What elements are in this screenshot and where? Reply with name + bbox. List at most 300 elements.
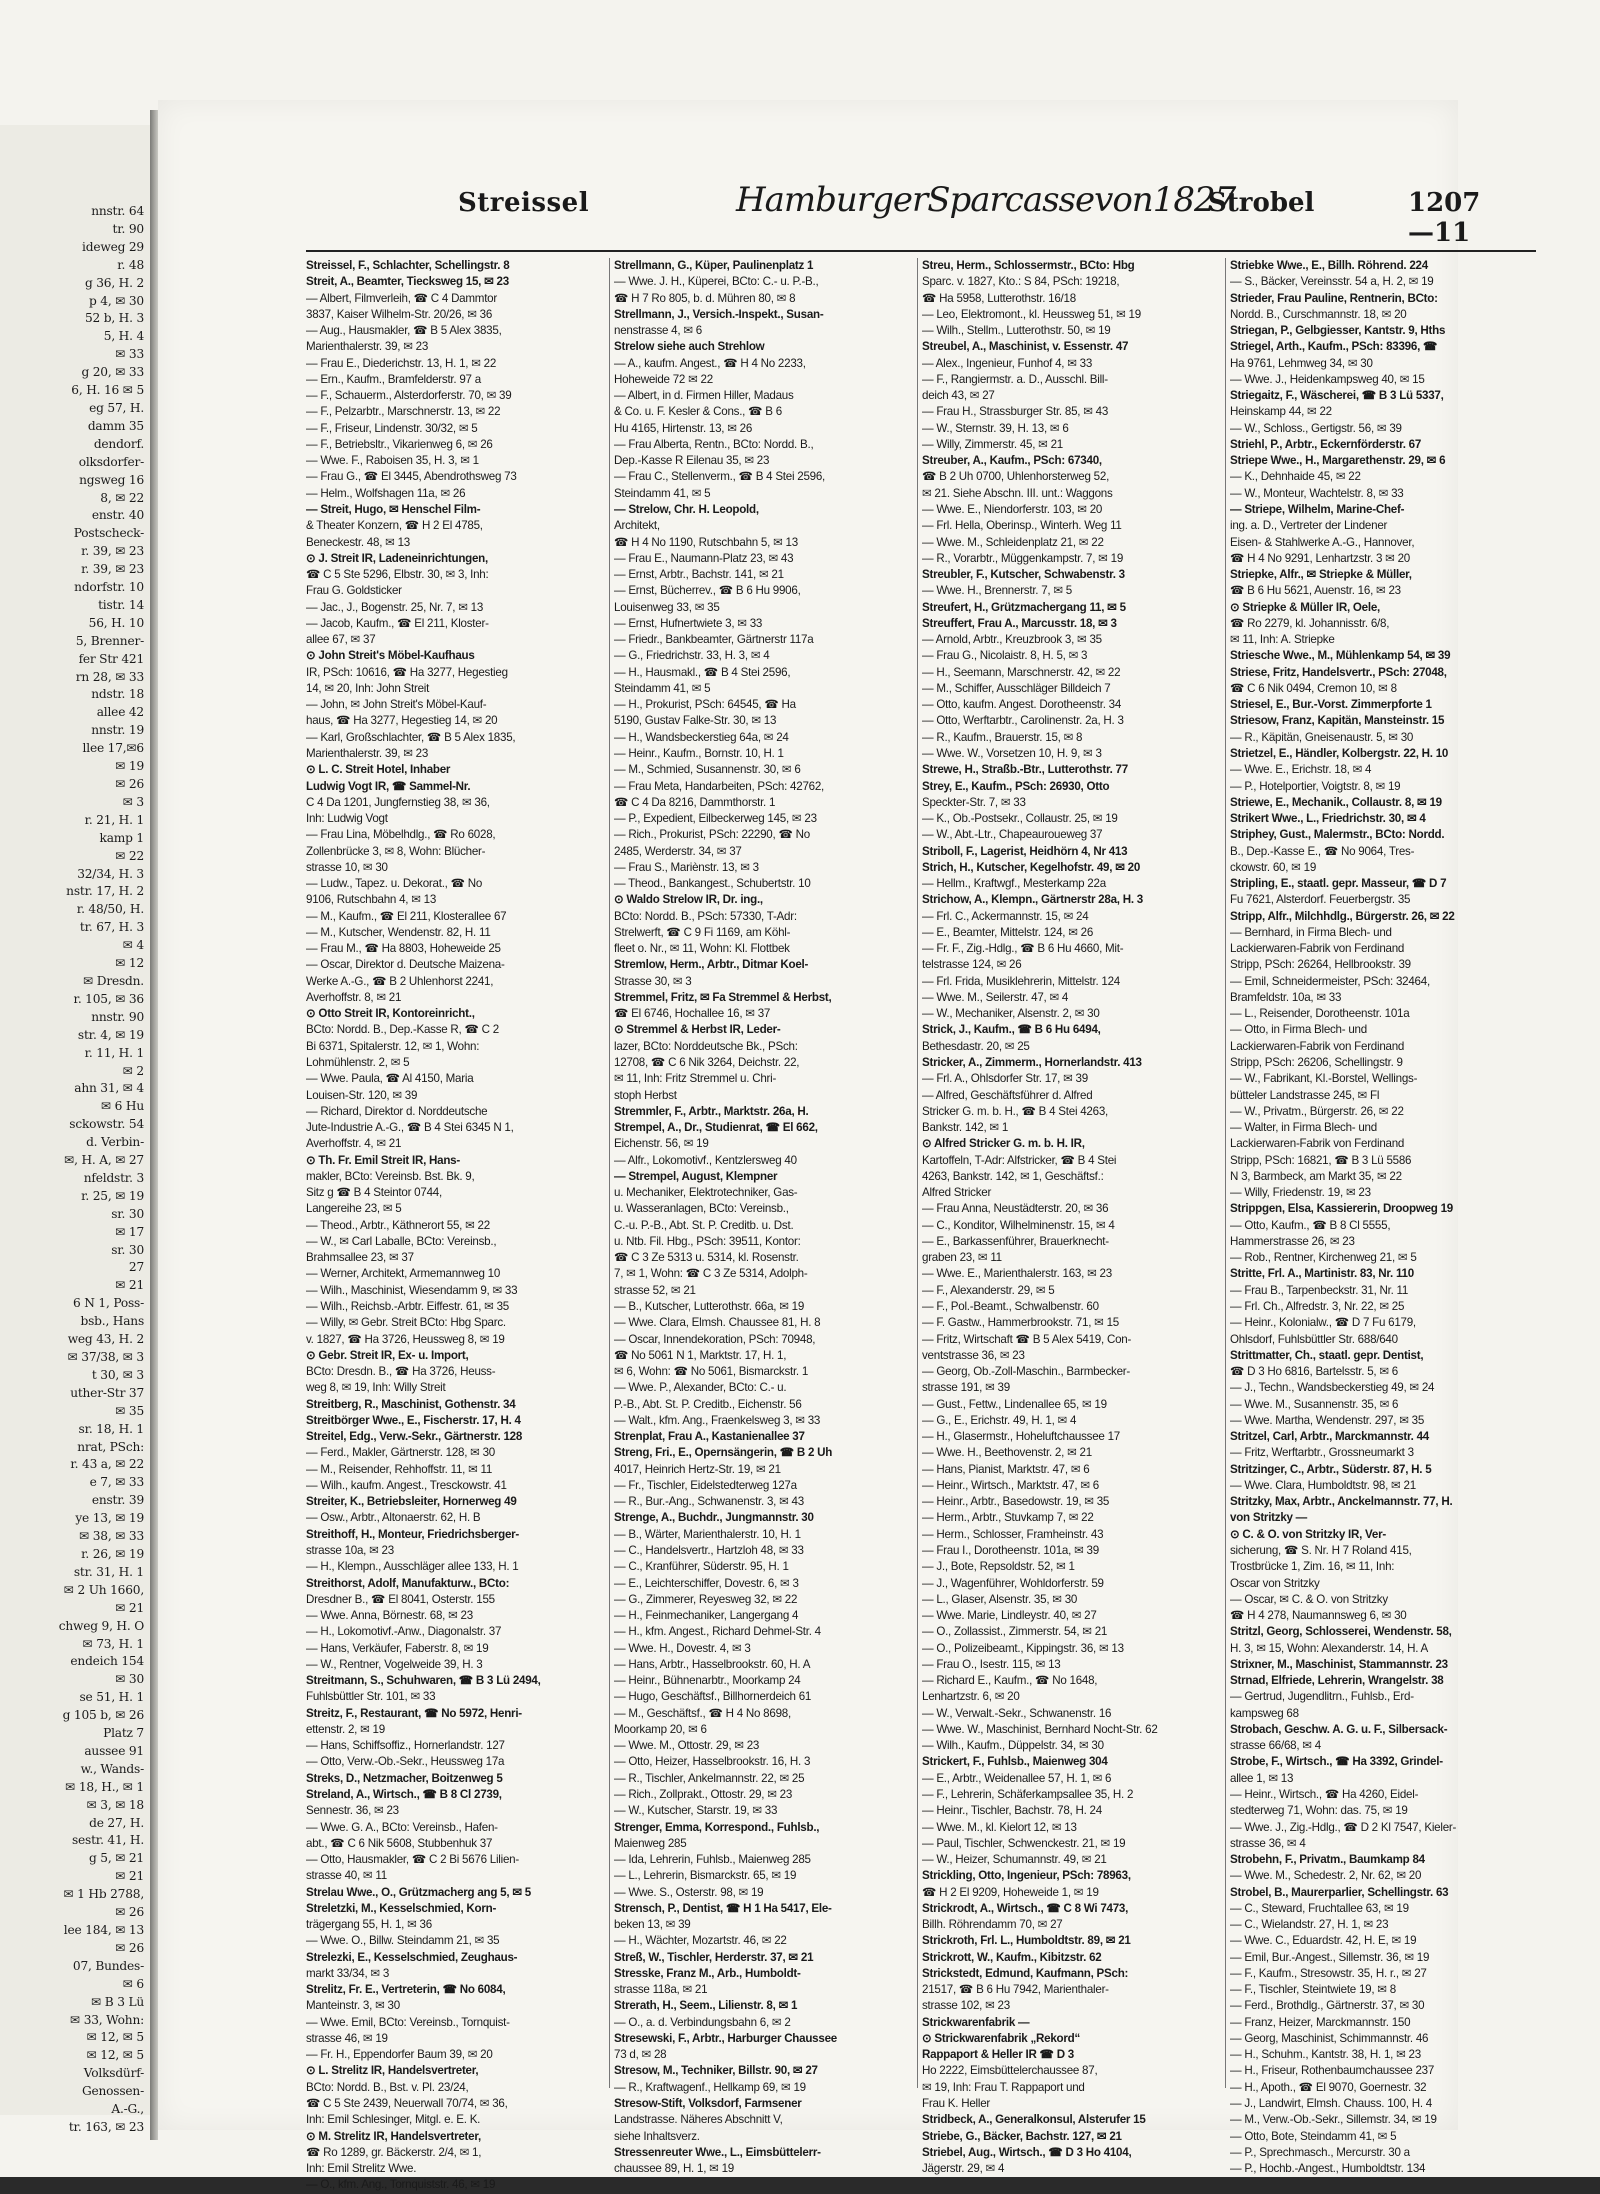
facing-page-fragment: g 20, ✉ 33 bbox=[81, 365, 144, 380]
facing-page-fragment: ngsweg 16 bbox=[79, 472, 144, 487]
directory-entry: Strobach, Geschw. A. G. u. F., Silbersack- bbox=[1230, 1722, 1448, 1736]
directory-entry: — J., Techn., Wandsbeckerstieg 49, ✉ 24 bbox=[1230, 1381, 1435, 1395]
directory-entry: strasse 52, ✉ 21 bbox=[614, 1283, 696, 1297]
directory-entry: — Heinr., Arbtr., Basedowstr. 19, ✉ 35 bbox=[922, 1495, 1110, 1509]
directory-entry: — Frau M., ☎ Ha 8803, Hoheweide 25 bbox=[306, 942, 501, 956]
directory-entry: Streit, A., Beamter, Tiecksweg 15, ✉ 23 bbox=[306, 275, 509, 289]
directory-entry: — Frau O., Isestr. 115, ✉ 13 bbox=[922, 1657, 1061, 1671]
directory-entry: — H., Lokomotivf.-Anw., Diagonalstr. 37 bbox=[306, 1625, 502, 1639]
directory-entry: — Frl. C., Ackermannstr. 15, ✉ 24 bbox=[922, 909, 1089, 923]
facing-page-fragment: ✉ 33, Wohn: bbox=[70, 2012, 144, 2027]
directory-entry: — Heinr., Tischler, Bachstr. 78, H. 24 bbox=[922, 1804, 1102, 1818]
facing-page-fragment: ✉ 18, H., ✉ 1 bbox=[65, 1779, 144, 1794]
directory-entry: — Striepe, Wilhelm, Marine-Chef- bbox=[1230, 502, 1405, 516]
directory-entry: — Wwe. W., Maschinist, Bernhard Nocht-Str. 62 bbox=[922, 1722, 1158, 1736]
directory-entry: — E., Barkassenführer, Brauerknecht- bbox=[922, 1234, 1109, 1248]
directory-entry: Strempel, A., Dr., Studienrat, ☎ El 662, bbox=[614, 1121, 818, 1135]
directory-entry: — Frau Lina, Möbelhdlg., ☎ Ro 6028, bbox=[306, 828, 496, 842]
directory-entry: Strasse 30, ✉ 3 bbox=[614, 974, 692, 988]
directory-entry: u. Mechaniker, Elektrotechniker, Gas- bbox=[614, 1186, 798, 1200]
directory-entry: — Frl. Hella, Oberinsp., Winterh. Weg 11 bbox=[922, 519, 1122, 533]
directory-entry: — Gertrud, Jugendlitrn., Fuhlsb., Erd- bbox=[1230, 1690, 1414, 1704]
directory-entry: — Ludw., Tapez. u. Dekorat., ☎ No bbox=[306, 877, 483, 891]
column-divider bbox=[609, 258, 610, 2088]
directory-entry: — Willy, Friedenstr. 19, ✉ 23 bbox=[1230, 1186, 1371, 1200]
directory-entry: — F., Friseur, Lindenstr. 30/32, ✉ 5 bbox=[306, 421, 478, 435]
directory-entry: v. 1827, ☎ Ha 3726, Heussweg 8, ✉ 19 bbox=[306, 1332, 505, 1346]
directory-entry: — Rich., Prokurist, PSch: 22290, ☎ No bbox=[614, 828, 810, 842]
directory-entry: Strensch, P., Dentist, ☎ H 1 Ha 5417, Ele- bbox=[614, 1901, 832, 1915]
directory-entry: & Co. u. F. Kesler & Cons., ☎ B 6 bbox=[614, 405, 782, 419]
directory-entry: — M., Verw.-Ob.-Sekr., Sillemstr. 34, ✉ 19 bbox=[1230, 2113, 1437, 2127]
directory-entry: — H., Hausmakl., ☎ B 4 Stei 2596, bbox=[614, 665, 791, 679]
facing-page-fragment: de 27, H. bbox=[89, 1815, 144, 1830]
directory-entry: Striesow, Franz, Kapitän, Mansteinstr. 15 bbox=[1230, 714, 1445, 728]
facing-page-fragment: enstr. 40 bbox=[91, 508, 144, 523]
directory-entry: Inh: Emil Strelitz Wwe. bbox=[306, 2162, 417, 2176]
directory-entry: — H., Seemann, Marschnerstr. 42, ✉ 22 bbox=[922, 665, 1121, 679]
directory-entry: — P., Expedient, Eilbeckerweg 145, ✉ 23 bbox=[614, 812, 817, 826]
directory-entry: Bi 6371, Spitalerstr. 12, ✉ 1, Wohn: bbox=[306, 1039, 480, 1053]
directory-entry: — W., Kutscher, Starstr. 19, ✉ 33 bbox=[614, 1804, 778, 1818]
directory-entry: — Wwe. J., Heidenkampsweg 40, ✉ 15 bbox=[1230, 372, 1425, 386]
directory-entry: strasse 46, ✉ 19 bbox=[306, 2031, 388, 2045]
directory-column-3 bbox=[922, 258, 1220, 2177]
directory-entry: — W., Fabrikant, Kl.-Borstel, Wellings- bbox=[1230, 1072, 1418, 1086]
directory-entry: — O., Zollassist., Zimmerstr. 54, ✉ 21 bbox=[922, 1625, 1108, 1639]
directory-entry: Eisen- & Stahlwerke A.-G., Hannover, bbox=[1230, 535, 1415, 549]
directory-entry: — John, ✉ John Streit's Möbel-Kauf- bbox=[306, 698, 487, 712]
directory-entry: — H., Prokurist, PSch: 64545, ☎ Ha bbox=[614, 698, 796, 712]
facing-page-fragment: 56, H. 10 bbox=[88, 615, 144, 630]
directory-entry: — W., Schloss., Gertigstr. 56, ✉ 39 bbox=[1230, 421, 1402, 435]
facing-page-fragment: ideweg 29 bbox=[82, 239, 144, 254]
directory-entry: — K., Dehnhaide 45, ✉ 22 bbox=[1230, 470, 1361, 484]
facing-page-fragment: se 51, H. 1 bbox=[79, 1690, 144, 1705]
directory-entry: Streitbörger Wwe., E., Fischerstr. 17, H. 4 bbox=[306, 1413, 521, 1427]
facing-page-fragment: endeich 154 bbox=[70, 1654, 144, 1669]
directory-entry: telstrasse 124, ✉ 26 bbox=[922, 958, 1022, 972]
directory-entry: — Gust., Fettw., Lindenallee 65, ✉ 19 bbox=[922, 1397, 1107, 1411]
directory-entry: — W., Rentner, Vogelweide 39, H. 3 bbox=[306, 1657, 483, 1671]
facing-page-fragment: ✉ 21 bbox=[115, 1600, 144, 1615]
directory-entry: — M., Kaufm., ☎ El 211, Klosterallee 67 bbox=[306, 909, 507, 923]
directory-entry: ☎ B 2 Uh 0700, Uhlenhorsterweg 52, bbox=[922, 470, 1110, 484]
directory-entry: — Aug., Hausmakler, ☎ B 5 Alex 3835, bbox=[306, 324, 502, 338]
directory-entry: Strenplat, Frau A., Kastanienallee 37 bbox=[614, 1430, 805, 1444]
directory-entry: Streß, W., Tischler, Herderstr. 37, ✉ 21 bbox=[614, 1950, 814, 1964]
facing-page-fragment: ✉ 26 bbox=[115, 1940, 144, 1955]
directory-entry: — R., Käpitän, Gneisenaustr. 5, ✉ 30 bbox=[1230, 730, 1414, 744]
directory-entry: ⊙ C. & O. von Stritzky IR, Ver- bbox=[1230, 1527, 1386, 1541]
directory-entry: — Wwe. Clara, Elmsh. Chaussee 81, H. 8 bbox=[614, 1316, 821, 1330]
directory-entry: — W., Privatm., Bürgerstr. 26, ✉ 22 bbox=[1230, 1104, 1404, 1118]
facing-page-fragment: llee 17,✉6 bbox=[82, 741, 144, 756]
directory-entry: — Wwe. C., Eduardstr. 42, H. E, ✉ 19 bbox=[1230, 1934, 1417, 1948]
directory-entry: — Bernhard, in Firma Blech- und bbox=[1230, 925, 1392, 939]
directory-entry: — M., Kutscher, Wendenstr. 82, H. 11 bbox=[306, 925, 491, 939]
directory-entry: 5190, Gustav Falke-Str. 30, ✉ 13 bbox=[614, 714, 777, 728]
facing-page-fragment: eg 57, H. bbox=[89, 400, 144, 415]
facing-page-fragment: ✉ 6 bbox=[122, 1976, 144, 1991]
directory-entry: — Walter, in Firma Blech- und bbox=[1230, 1121, 1377, 1135]
directory-entry: Ho 2222, Eimsbüttelerchaussee 87, bbox=[922, 2064, 1098, 2078]
directory-entry: Louisen-Str. 120, ✉ 39 bbox=[306, 1088, 418, 1102]
directory-entry: — Theod., Arbtr., Käthnerort 55, ✉ 22 bbox=[306, 1218, 490, 1232]
facing-page-fragment: ✉ 73, H. 1 bbox=[82, 1636, 144, 1651]
directory-entry: Striewe, E., Mechanik., Collaustr. 8, ✉ 19 bbox=[1230, 795, 1442, 809]
directory-entry: — Wwe. M., Schleidenplatz 21, ✉ 22 bbox=[922, 535, 1104, 549]
directory-entry: — F., Tischler, Steintwiete 19, ✉ 8 bbox=[1230, 1983, 1396, 1997]
facing-page-fragment: ✉ 12 bbox=[115, 956, 144, 971]
directory-entry: Frau K. Heller bbox=[922, 2097, 991, 2111]
directory-entry: — Wwe. M., Ottostr. 29, ✉ 23 bbox=[614, 1739, 760, 1753]
directory-entry: — J., Bote, Repsoldstr. 52, ✉ 1 bbox=[922, 1560, 1075, 1574]
directory-entry: — P., Sprechmasch., Mercurstr. 30 a bbox=[1230, 2145, 1410, 2159]
directory-entry: — F., Lehrerin, Schäferkampsallee 35, H. 2 bbox=[922, 1787, 1134, 1801]
directory-entry: — Strelow, Chr. H. Leopold, bbox=[614, 502, 759, 516]
directory-entry: — Ferd., Makler, Gärtnerstr. 128, ✉ 30 bbox=[306, 1446, 496, 1460]
directory-entry: — Fritz, Werftarbtr., Grossneumarkt 3 bbox=[1230, 1446, 1414, 1460]
facing-page-fragment: ✉ 38, ✉ 33 bbox=[79, 1529, 144, 1544]
directory-entry: — Hans, Verkäufer, Faberstr. 8, ✉ 19 bbox=[306, 1641, 489, 1655]
directory-entry: ☎ H 4 278, Naumannsweg 6, ✉ 30 bbox=[1230, 1609, 1407, 1623]
directory-entry: — Frau S., Mariènstr. 13, ✉ 3 bbox=[614, 860, 759, 874]
directory-entry: Moorkamp 20, ✉ 6 bbox=[614, 1722, 707, 1736]
facing-page-fragment: ✉ 21 bbox=[115, 1278, 144, 1293]
directory-entry: strasse 36, ✉ 4 bbox=[1230, 1836, 1306, 1850]
directory-entry: — Willy, ✉ Gebr. Streit BCto: Hbg Sparc. bbox=[306, 1316, 506, 1330]
directory-entry: — Jac., J., Bogenstr. 25, Nr. 7, ✉ 13 bbox=[306, 600, 484, 614]
facing-page-fragment: ✉ 21 bbox=[115, 1869, 144, 1884]
directory-entry: ☎ H 7 Ro 805, b. d. Mühren 80, ✉ 8 bbox=[614, 291, 796, 305]
directory-entry: — Strempel, August, Klempner bbox=[614, 1169, 778, 1183]
directory-entry: Streitberg, R., Maschinist, Gothenstr. 34 bbox=[306, 1397, 516, 1411]
directory-entry: Stripp, PSch: 26264, Hellbrookstr. 39 bbox=[1230, 958, 1411, 972]
directory-entry: ✉ 21. Siehe Abschn. III. unt.: Waggons bbox=[922, 486, 1113, 500]
directory-entry: — Wwe. H., Dovestr. 4, ✉ 3 bbox=[614, 1641, 751, 1655]
facing-page-fragment: ✉ 2 Uh 1660, bbox=[63, 1582, 144, 1597]
directory-entry: — Wwe. Paula, ☎ Al 4150, Maria bbox=[306, 1072, 474, 1086]
directory-entry: — C., Konditor, Wilhelminenstr. 15, ✉ 4 bbox=[922, 1218, 1115, 1232]
directory-entry: — Hugo, Geschäftsf., Billhornerdeich 61 bbox=[614, 1690, 812, 1704]
directory-entry: IR, PSch: 10616, ☎ Ha 3277, Hegestieg bbox=[306, 665, 508, 679]
directory-entry: Strickling, Otto, Ingenieur, PSch: 78963, bbox=[922, 1869, 1131, 1883]
directory-entry: — Albert, in d. Firmen Hiller, Madaus bbox=[614, 389, 794, 403]
directory-entry: Strnad, Elfriede, Lehrerin, Wrangelstr. 38 bbox=[1230, 1674, 1444, 1688]
directory-entry: sicherung, ☎ S. Nr. H 7 Roland 415, bbox=[1230, 1543, 1412, 1557]
directory-entry: — H., Friseur, Rothenbaumchaussee 237 bbox=[1230, 2064, 1435, 2078]
directory-entry: Sitz g ☎ B 4 Steintor 0744, bbox=[306, 1186, 442, 1200]
facing-page-fragment: r. 105, ✉ 36 bbox=[73, 991, 144, 1006]
directory-entry: 21517, ☎ B 6 Hu 7942, Marienthaler- bbox=[922, 1983, 1109, 1997]
directory-entry: ☎ Ro 1289, gr. Bäckerstr. 2/4, ✉ 1, bbox=[306, 2145, 482, 2159]
directory-entry: Stresske, Franz M., Arb., Humboldt- bbox=[614, 1966, 801, 1980]
directory-entry: Alfred Stricker bbox=[922, 1186, 992, 1200]
facing-page-fragment: ✉ 33 bbox=[115, 347, 144, 362]
facing-page-fragment: ✉ 1 Hb 2788, bbox=[63, 1887, 144, 1902]
directory-entry: — H., Wächter, Mozartstr. 46, ✉ 22 bbox=[614, 1934, 787, 1948]
directory-entry: ☎ C 5 Ste 2439, Neuerwall 70/74, ✉ 36, bbox=[306, 2097, 508, 2111]
directory-column-1 bbox=[306, 258, 604, 2194]
directory-entry: Strey, E., Kaufm., PSch: 26930, Otto bbox=[922, 779, 1110, 793]
directory-entry: ☎ H 4 No 9291, Lenhartzstr. 3 ✉ 20 bbox=[1230, 551, 1410, 565]
facing-page-fragment: weg 43, H. 2 bbox=[67, 1332, 144, 1347]
facing-page-fragment: ✉ 35 bbox=[115, 1403, 144, 1418]
directory-entry: strasse 118a, ✉ 21 bbox=[614, 1983, 708, 1997]
directory-entry: Streitel, Edg., Verw.-Sekr., Gärtnerstr. 128 bbox=[306, 1430, 523, 1444]
directory-entry: Strick, J., Kaufm., ☎ B 6 Hu 6494, bbox=[922, 1023, 1101, 1037]
directory-entry: Hu 4165, Hirtenstr. 13, ✉ 26 bbox=[614, 421, 753, 435]
directory-entry: — Frau G., Nicolaistr. 8, H. 5, ✉ 3 bbox=[922, 649, 1088, 663]
directory-entry: Striphey, Gust., Malermstr., BCto: Nordd. bbox=[1230, 828, 1445, 842]
directory-entry: — C., Kranführer, Süderstr. 95, H. 1 bbox=[614, 1560, 789, 1574]
directory-entry: ☎ No 5061 N 1, Marktstr. 17, H. 1, bbox=[614, 1348, 787, 1362]
directory-entry: ☎ Ha 5958, Lutterothstr. 16/18 bbox=[922, 291, 1076, 305]
directory-entry: — Oscar, Direktor d. Deutsche Maizena- bbox=[306, 958, 505, 972]
directory-entry: — Hellm., Kraftwgf., Mesterkamp 22a bbox=[922, 877, 1106, 891]
directory-entry: Zollenbrücke 3, ✉ 8, Wohn: Blücher- bbox=[306, 844, 486, 858]
directory-entry: — Wwe. J. H., Küperei, BCto: C.- u. P.-B., bbox=[614, 275, 819, 289]
directory-entry: Stremmel, Fritz, ✉ Fa Stremmel & Herbst, bbox=[614, 990, 832, 1004]
directory-entry: Striese, Fritz, Handelsvertr., PSch: 27048, bbox=[1230, 665, 1447, 679]
directory-entry: Striesche Wwe., M., Mühlenkamp 54, ✉ 39 bbox=[1230, 649, 1451, 663]
directory-entry: Streithorst, Adolf, Manufakturw., BCto: bbox=[306, 1576, 510, 1590]
directory-entry: Averhoffstr. 4, ✉ 21 bbox=[306, 1137, 402, 1151]
facing-page-fragment: nnstr. 90 bbox=[91, 1009, 144, 1024]
directory-entry: ✉ 11, Inh: A. Striepke bbox=[1230, 633, 1335, 647]
directory-entry: 3837, Kaiser Wilhelm-Str. 20/26, ✉ 36 bbox=[306, 307, 493, 321]
directory-entry: Inh: Ludwig Vogt bbox=[306, 812, 388, 826]
directory-entry: Strellmann, J., Versich.-Inspekt., Susan- bbox=[614, 307, 824, 321]
directory-entry: Streks, D., Netzmacher, Boitzenweg 5 bbox=[306, 1771, 503, 1785]
facing-page-fragment: Genossen- bbox=[81, 2084, 144, 2099]
directory-entry: Streuffert, Frau A., Marcusstr. 18, ✉ 3 bbox=[922, 616, 1117, 630]
directory-entry: ✉ 19, Inh: Frau T. Rappaport und bbox=[922, 2080, 1085, 2094]
directory-entry: 12708, ☎ C 6 Nik 3264, Deichstr. 22, bbox=[614, 1056, 800, 1070]
directory-entry: Trostbrücke 1, Zim. 16, ✉ 11, Inh: bbox=[1230, 1560, 1395, 1574]
directory-entry: — Alfr., Lokomotivf., Kentzlersweg 40 bbox=[614, 1153, 797, 1167]
facing-page-fragment: enstr. 39 bbox=[91, 1493, 144, 1508]
directory-entry: ⊙ J. Streit IR, Ladeneinrichtungen, bbox=[306, 551, 488, 565]
directory-entry: ⊙ John Streit's Möbel-Kaufhaus bbox=[306, 649, 475, 663]
directory-entry: ⊙ L. Strelitz IR, Handelsvertreter, bbox=[306, 2064, 479, 2078]
directory-entry: Strikert Wwe., L., Friedrichstr. 30, ✉ 4 bbox=[1230, 812, 1426, 826]
directory-entry: trägergang 55, H. 1, ✉ 36 bbox=[306, 1918, 432, 1932]
directory-entry: — Otto, Heizer, Hasselbrookstr. 16, H. 3 bbox=[614, 1755, 811, 1769]
directory-entry: Striboll, F., Lagerist, Heidhörn 4, Nr 413 bbox=[922, 844, 1128, 858]
facing-page-fragment: sr. 18, H. 1 bbox=[78, 1421, 144, 1436]
directory-entry: — Wwe. M., Schedestr. 2, Nr. 62, ✉ 20 bbox=[1230, 1869, 1422, 1883]
facing-page-fragment: fer Str 421 bbox=[78, 651, 144, 666]
directory-entry: ⊙ M. Strelitz IR, Handelsvertreter, bbox=[306, 2129, 481, 2143]
facing-page-fragment: ✉ 26 bbox=[115, 1905, 144, 1920]
directory-entry: Steindamm 41, ✉ 5 bbox=[614, 486, 711, 500]
directory-entry: chaussee 89, H. 1, ✉ 19 bbox=[614, 2162, 734, 2176]
facing-page-fragment: aussee 91 bbox=[84, 1743, 144, 1758]
book-gutter bbox=[150, 110, 158, 2140]
directory-entry: — Wwe. Marie, Lindleystr. 40, ✉ 27 bbox=[922, 1609, 1097, 1623]
directory-entry: Stresow-Stift, Volksdorf, Farmsener bbox=[614, 2097, 802, 2111]
facing-page-fragment: nnstr. 19 bbox=[91, 723, 144, 738]
directory-entry: Fuhlsbüttler Str. 101, ✉ 33 bbox=[306, 1690, 436, 1704]
directory-entry: — M., Schiffer, Ausschläger Billdeich 7 bbox=[922, 681, 1111, 695]
directory-entry: C.-u. P.-B., Abt. St. P. Creditb. u. Dst. bbox=[614, 1218, 794, 1232]
directory-entry: — G., Zimmerer, Reyesweg 32, ✉ 22 bbox=[614, 1592, 798, 1606]
directory-entry: — O., Polizeibeamt., Kippingstr. 36, ✉ 13 bbox=[922, 1641, 1124, 1655]
directory-entry: Strelezki, E., Kesselschmied, Zeughaus- bbox=[306, 1950, 518, 1964]
directory-entry: Strenge, A., Buchdr., Jungmannstr. 30 bbox=[614, 1511, 814, 1525]
directory-entry: — Frau E., Diederichstr. 13, H. 1, ✉ 22 bbox=[306, 356, 497, 370]
directory-entry: — Wwe. F., Raboisen 35, H. 3, ✉ 1 bbox=[306, 454, 479, 468]
directory-entry: — Richard E., Kaufm., ☎ No 1648, bbox=[922, 1674, 1098, 1688]
directory-entry: — C., Wielandstr. 27, H. 1, ✉ 23 bbox=[1230, 1918, 1389, 1932]
directory-entry: — Walt., kfm. Ang., Fraenkelsweg 3, ✉ 33 bbox=[614, 1413, 821, 1427]
facing-page-fragment: Platz 7 bbox=[103, 1726, 144, 1741]
facing-page-fragment: g 105 b, ✉ 26 bbox=[62, 1708, 144, 1723]
directory-entry: — Ern., Kaufm., Bramfelderstr. 97 a bbox=[306, 372, 481, 386]
directory-entry: — W., Sternstr. 39, H. 13, ✉ 6 bbox=[922, 421, 1069, 435]
directory-entry: ⊙ Striepke & Müller IR, Oele, bbox=[1230, 600, 1381, 614]
directory-entry: — Frau B., Tarpenbeckstr. 31, Nr. 11 bbox=[1230, 1283, 1409, 1297]
directory-entry: strasse 102, ✉ 23 bbox=[922, 1999, 1010, 2013]
directory-entry: — Ernst, Bücherrev., ☎ B 6 Hu 9906, bbox=[614, 584, 801, 598]
directory-entry: deich 43, ✉ 27 bbox=[922, 389, 995, 403]
directory-entry: ☎ Ro 2279, kl. Johannisstr. 6/8, bbox=[1230, 616, 1390, 630]
facing-page-fragment: 32/34, H. 3 bbox=[77, 866, 144, 881]
directory-entry: Striepe Wwe., H., Margarethenstr. 29, ✉ 6 bbox=[1230, 454, 1446, 468]
directory-entry: abt., ☎ C 6 Nik 5608, Stubbenhuk 37 bbox=[306, 1836, 493, 1850]
directory-entry: Lackierwaren-Fabrik von Ferdinand bbox=[1230, 1137, 1405, 1151]
directory-entry: — B., Wärter, Marienthalerstr. 10, H. 1 bbox=[614, 1527, 801, 1541]
directory-entry: — Frau I., Dorotheenstr. 101a, ✉ 39 bbox=[922, 1543, 1099, 1557]
directory-entry: — L., Lehrerin, Bismarckstr. 65, ✉ 19 bbox=[614, 1869, 797, 1883]
facing-page-fragment: A.-G., bbox=[111, 2102, 144, 2117]
facing-page-fragment: tr. 67, H. 3 bbox=[79, 920, 144, 935]
directory-entry: — Wilh., Maschinist, Wiesendamm 9, ✉ 33 bbox=[306, 1283, 518, 1297]
directory-entry: — S., Bäcker, Vereinsstr. 54 a, H. 2, ✉ 19 bbox=[1230, 275, 1434, 289]
directory-entry: — O., a. d. Verbindungsbahn 6, ✉ 2 bbox=[614, 2015, 791, 2029]
directory-entry: Strelwerft, ☎ C 9 Fi 1169, am Köhl- bbox=[614, 925, 791, 939]
directory-entry: Strixner, M., Maschinist, Stammannstr. 23 bbox=[1230, 1657, 1448, 1671]
directory-entry: graben 23, ✉ 11 bbox=[922, 1251, 1002, 1265]
directory-entry: Streland, A., Wirtsch., ☎ B 8 Cl 2739, bbox=[306, 1787, 502, 1801]
directory-entry: — Hans, Pianist, Marktstr. 47, ✉ 6 bbox=[922, 1462, 1090, 1476]
directory-entry: — Frl. Frida, Musiklehrerin, Mittelstr. 124 bbox=[922, 974, 1120, 988]
directory-entry: Striegel, Arth., Kaufm., PSch: 83396, ☎ bbox=[1230, 340, 1438, 354]
directory-entry: — Wilh., kaufm. Angest., Tresckowstr. 41 bbox=[306, 1478, 507, 1492]
facing-page-fragment: Postscheck- bbox=[73, 526, 144, 541]
directory-entry: Hoheweide 72 ✉ 22 bbox=[614, 372, 713, 386]
directory-entry: Louisenweg 33, ✉ 35 bbox=[614, 600, 720, 614]
directory-entry: Langereihe 23, ✉ 5 bbox=[306, 1202, 402, 1216]
facing-page-fragment: dendorf. bbox=[93, 436, 144, 451]
directory-entry: — M., Schmied, Susannenstr. 30, ✉ 6 bbox=[614, 763, 801, 777]
directory-entry: BCto: Dresdn. B., ☎ Ha 3726, Heuss- bbox=[306, 1365, 496, 1379]
column-divider bbox=[917, 258, 918, 2088]
directory-entry: Strittmatter, Ch., staatl. gepr. Dentist, bbox=[1230, 1348, 1424, 1362]
directory-entry: — Richard, Direktor d. Norddeutsche bbox=[306, 1104, 488, 1118]
directory-entry: — Osw., Arbtr., Altonaerstr. 62, H. B bbox=[306, 1511, 481, 1525]
facing-page-fragment: r. 43 a, ✉ 22 bbox=[70, 1457, 144, 1472]
directory-entry: 73 d, ✉ 28 bbox=[614, 2048, 667, 2062]
directory-entry: ☎ C 6 Nik 0494, Cremon 10, ✉ 8 bbox=[1230, 681, 1397, 695]
directory-entry: — H., Glasermstr., Hoheluftchaussee 17 bbox=[922, 1430, 1120, 1444]
directory-entry: — W., Verwalt.-Sekr., Schwanenstr. 16 bbox=[922, 1706, 1112, 1720]
facing-page-fragment: tr. 163, ✉ 23 bbox=[68, 2119, 144, 2134]
directory-entry: kampsweg 68 bbox=[1230, 1706, 1299, 1720]
directory-entry: — Wwe. W., Vorsetzen 10, H. 9, ✉ 3 bbox=[922, 746, 1102, 760]
directory-entry: Lackierwaren-Fabrik von Ferdinand bbox=[1230, 942, 1405, 956]
facing-page-fragment: ✉ 19 bbox=[115, 759, 144, 774]
directory-entry: ☎ C 3 Ze 5313 u. 5314, kl. Rosenstr. bbox=[614, 1251, 799, 1265]
directory-entry: Stritzel, Carl, Arbtr., Marckmannstr. 44 bbox=[1230, 1430, 1429, 1444]
directory-entry: Strich, H., Kutscher, Kegelhofstr. 49, ✉ 20 bbox=[922, 860, 1141, 874]
directory-entry: Strobehn, F., Privatm., Baumkamp 84 bbox=[1230, 1853, 1425, 1867]
directory-entry: Jägerstr. 29, ✉ 4 bbox=[922, 2162, 1005, 2176]
facing-page-fragment: nnstr. 64 bbox=[91, 204, 144, 218]
facing-page-fragment: Volksdürf- bbox=[83, 2066, 144, 2081]
facing-page-fragment: ✉ 26 bbox=[115, 777, 144, 791]
directory-entry: — Wwe. S., Osterstr. 98, ✉ 19 bbox=[614, 1885, 764, 1899]
facing-page-fragment: ✉ 2 bbox=[122, 1063, 144, 1078]
facing-page-fragment: r. 48/50, H. bbox=[76, 902, 144, 917]
directory-entry: — J., Landwirt, Elmsh. Chauss. 100, H. 4 bbox=[1230, 2097, 1432, 2111]
directory-entry: Strickrott, W., Kaufm., Kibitzstr. 62 bbox=[922, 1950, 1102, 1964]
directory-entry: BCto: Nordd. B., Dep.-Kasse R, ☎ C 2 bbox=[306, 1023, 499, 1037]
facing-page-fragment: tr. 90 bbox=[112, 221, 144, 236]
directory-entry: — P., Hochb.-Angest., Humboldtstr. 134 bbox=[1230, 2162, 1426, 2176]
directory-entry: — Hans, Arbtr., Hasselbrookstr. 60, H. A bbox=[614, 1657, 811, 1671]
directory-entry: — F., Rangiermstr. a. D., Ausschl. Bill- bbox=[922, 372, 1108, 386]
directory-entry: Stresewski, F., Arbtr., Harburger Chaussee bbox=[614, 2031, 837, 2045]
directory-entry: Strelitz, Fr. E., Vertreterin, ☎ No 6084, bbox=[306, 1983, 506, 1997]
directory-entry: — W., Abt.-Ltr., Chapeauroueweg 37 bbox=[922, 828, 1103, 842]
directory-entry: 2485, Werderstr. 34, ✉ 37 bbox=[614, 844, 742, 858]
facing-page-fragment: ndorfstr. 10 bbox=[74, 580, 144, 595]
facing-page-fragment: 52 b, H. 3 bbox=[84, 311, 144, 326]
directory-entry: — R., Kaufm., Brauerstr. 15, ✉ 8 bbox=[922, 730, 1083, 744]
facing-page-fragment: olksdorfer- bbox=[78, 454, 144, 469]
directory-entry: — F., Betriebsltr., Vikarienweg 6, ✉ 26 bbox=[306, 437, 493, 451]
directory-entry: — Fr. F., Zig.-Hdlg., ☎ B 6 Hu 4660, Mit- bbox=[922, 942, 1124, 956]
facing-page-fragment: r. 26, ✉ 19 bbox=[81, 1546, 144, 1561]
header-rule bbox=[306, 250, 1536, 252]
directory-entry: — Otto, in Firma Blech- und bbox=[1230, 1023, 1367, 1037]
directory-entry: Streletzki, M., Kesselschmied, Korn- bbox=[306, 1901, 497, 1915]
directory-entry: — Heinr., Kolonialw., ☎ D 7 Fu 6179, bbox=[1230, 1316, 1416, 1330]
directory-entry: — B., Kutscher, Lutterothstr. 66a, ✉ 19 bbox=[614, 1300, 805, 1313]
directory-entry: makler, BCto: Vereinsb. Bst. Bk. 9, bbox=[306, 1169, 475, 1183]
directory-entry: Nordd. B., Curschmannstr. 18, ✉ 20 bbox=[1230, 307, 1407, 321]
directory-entry: beken 13, ✉ 39 bbox=[614, 1918, 691, 1932]
directory-entry: Strelau Wwe., O., Grützmacherg ang 5, ✉ 5 bbox=[306, 1885, 531, 1899]
directory-entry: Hammerstrasse 26, ✉ 23 bbox=[1230, 1234, 1355, 1248]
directory-entry: Strickstedt, Edmund, Kaufmann, PSch: bbox=[922, 1966, 1129, 1980]
directory-entry: ⊙ L. C. Streit Hotel, Inhaber bbox=[306, 763, 451, 777]
directory-entry: — P., Hotelportier, Voigtstr. 8, ✉ 19 bbox=[1230, 779, 1401, 793]
directory-entry: Stripling, E., staatl. gepr. Masseur, ☎ D 7 bbox=[1230, 877, 1447, 891]
directory-entry: P.-B., Abt. St. P. Creditb., Eichenstr. 56 bbox=[614, 1397, 802, 1411]
directory-entry: Streu, Herm., Schlossermstr., BCto: Hbg bbox=[922, 259, 1135, 272]
directory-entry: Stritzl, Georg, Schlosserei, Wendenstr. 58, bbox=[1230, 1625, 1452, 1639]
directory-entry: Striegan, P., Gelbgiesser, Kantstr. 9, Hths bbox=[1230, 324, 1446, 338]
directory-entry: Dresdner B., ☎ El 8041, Osterstr. 155 bbox=[306, 1592, 495, 1606]
directory-entry: — Streit, Hugo, ✉ Henschel Film- bbox=[306, 502, 481, 516]
directory-entry: N 3, Barmbeck, am Markt 35, ✉ 22 bbox=[1230, 1169, 1402, 1183]
directory-entry: — C., Steward, Fruchtallee 63, ✉ 19 bbox=[1230, 1901, 1409, 1915]
directory-entry: Strickroth, Frl. L., Humboldtstr. 89, ✉ 21 bbox=[922, 1934, 1131, 1948]
